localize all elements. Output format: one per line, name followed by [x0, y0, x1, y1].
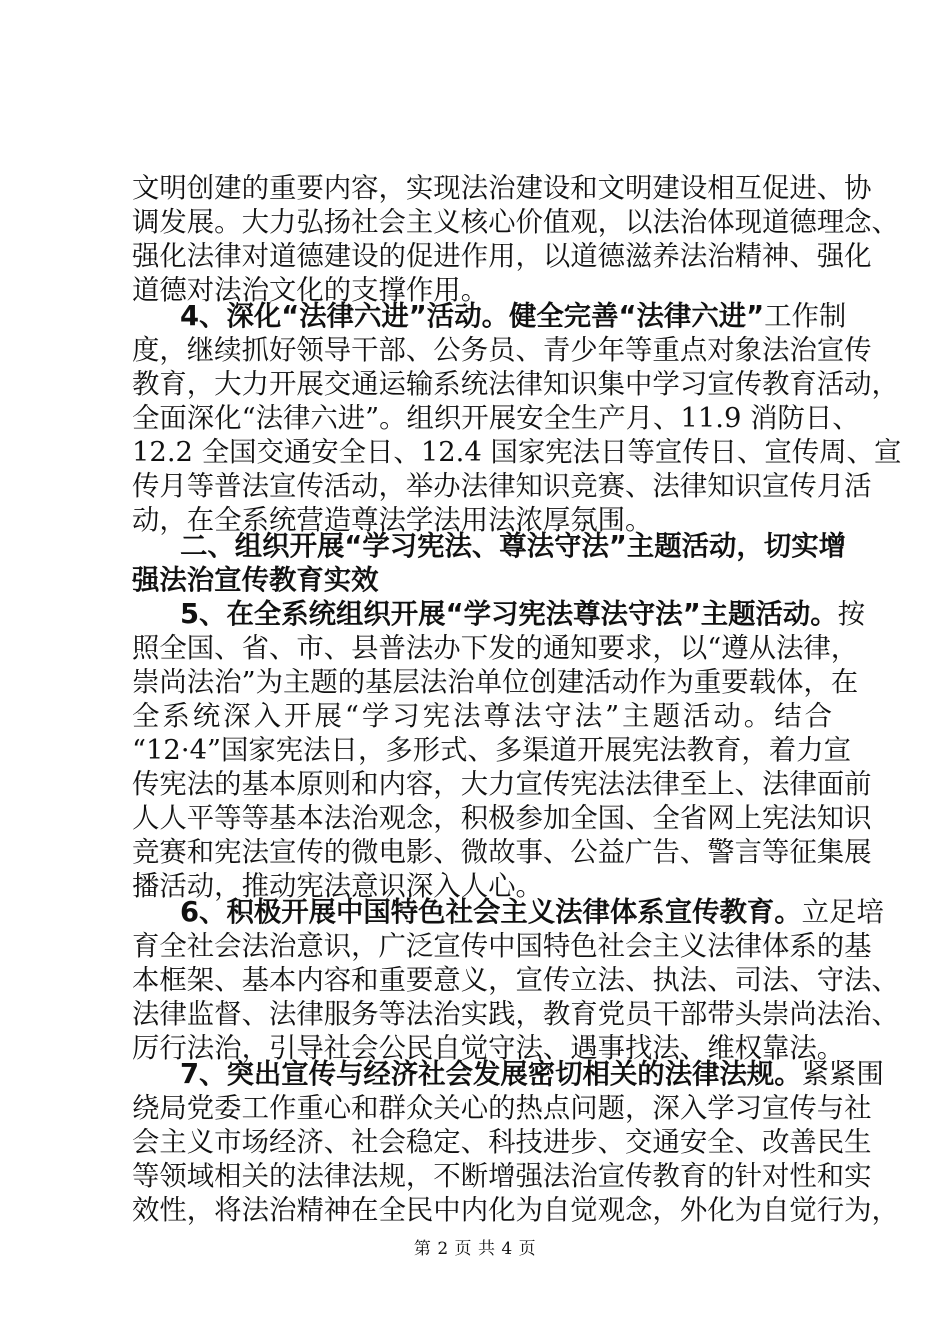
- section-heading: 二、组织开展“学习宪法、尊法守法”主题活动，切实增: [180, 531, 846, 562]
- section-heading: 强法治宣传教育实效: [132, 565, 379, 596]
- item-5-first-line: [180, 598, 866, 632]
- body-text-line: [132, 172, 872, 206]
- line-text: 播活动，推动宪法意识深入人心。: [132, 871, 543, 902]
- item-heading: 7、突出宣传与经济社会发展密切相关的法律法规。: [180, 1059, 802, 1090]
- line-text: 道德对法治文化的支撑作用。: [132, 275, 489, 306]
- body-text-line: [132, 836, 872, 870]
- body-text-line: [132, 768, 872, 802]
- body-text-line: [132, 1160, 872, 1194]
- line-text: 全系统深入开展“学习宪法尊法守法”主题活动。结合: [132, 701, 832, 732]
- line-text: 会主义市场经济、社会稳定、科技进步、交通安全、改善民生: [132, 1127, 872, 1158]
- item-4-first-line: [180, 300, 847, 334]
- body-text-line: [132, 1126, 872, 1160]
- line-text: 效性，将法治精神在全民中内化为自觉观念，外化为自觉行为，: [132, 1195, 899, 1226]
- line-text: 绕局党委工作重心和群众关心的热点问题，深入学习宣传与社: [132, 1093, 872, 1124]
- line-text: 12.2 全国交通安全日、12.4 国家宪法日等宣传日、宣传周、宣: [132, 437, 902, 468]
- body-text-line: [132, 206, 899, 240]
- body-text-line: [132, 964, 899, 998]
- line-text: 等领域相关的法律法规，不断增强法治宣传教育的针对性和实: [132, 1161, 872, 1192]
- item-heading: 6、积极开展中国特色社会主义法律体系宣传教育。: [180, 897, 802, 928]
- line-text: 全面深化“法律六进”。组织开展安全生产月、11.9 消防日、: [132, 403, 860, 434]
- line-text: 法律监督、法律服务等法治实践，教育党员干部带头崇尚法治、: [132, 999, 899, 1030]
- body-text-line: [132, 436, 902, 470]
- line-text: 育全社会法治意识，广泛宣传中国特色社会主义法律体系的基: [132, 931, 872, 962]
- body-text-line: [132, 734, 851, 768]
- line-text: 度，继续抓好领导干部、公务员、青少年等重点对象法治宣传: [132, 335, 872, 366]
- body-text-line: [132, 240, 872, 274]
- line-text: 动，在全系统营造尊法学法用法浓厚氛围。: [132, 505, 653, 536]
- item-heading: 5、在全系统组织开展“学习宪法尊法守法”主题活动。: [180, 599, 838, 630]
- line-text: 紧紧围: [801, 1059, 884, 1090]
- body-text-line: [132, 632, 859, 666]
- item-heading: 4、深化“法律六进”活动。健全完善“法律六进”: [180, 301, 765, 332]
- body-text-line: [132, 700, 832, 734]
- line-text: 照全国、省、市、县普法办下发的通知要求，以“遵从法律，: [132, 633, 859, 664]
- body-text-line: [132, 402, 860, 436]
- section-two-heading: [180, 530, 846, 564]
- line-text: 强化法律对道德建设的促进作用，以道德滋养法治精神、强化: [132, 241, 872, 272]
- body-text-line: [132, 930, 872, 964]
- body-text-line: [132, 368, 899, 402]
- body-text-line: [132, 1194, 899, 1228]
- line-text: 按: [837, 599, 866, 630]
- page-number-footer: 第 2 页 共 4 页: [413, 1239, 537, 1259]
- body-text-line: [132, 1092, 872, 1126]
- line-text: 本框架、基本内容和重要意义，宣传立法、执法、司法、守法、: [132, 965, 899, 996]
- line-text: 人人平等等基本法治观念，积极参加全国、全省网上宪法知识: [132, 803, 872, 834]
- line-text: “12·4”国家宪法日，多形式、多渠道开展宪法教育，着力宣: [132, 735, 851, 766]
- line-text: 传宪法的基本原则和内容，大力宣传宪法法律至上、法律面前: [132, 769, 872, 800]
- line-text: 调发展。大力弘扬社会主义核心价值观，以法治体现道德理念、: [132, 207, 899, 238]
- body-text-line: [132, 666, 859, 700]
- line-text: 崇尚法治”为主题的基层法治单位创建活动作为重要载体，在: [132, 667, 859, 698]
- body-text-line: [132, 334, 872, 368]
- line-text: 教育，大力开展交通运输系统法律知识集中学习宣传教育活动，: [132, 369, 899, 400]
- line-text: 厉行法治，引导社会公民自觉守法、遇事找法、维权靠法。: [132, 1033, 845, 1064]
- body-text-line: [132, 998, 899, 1032]
- line-text: 竞赛和宪法宣传的微电影、微故事、公益广告、警言等征集展: [132, 837, 872, 868]
- body-text-line: [132, 802, 872, 836]
- body-text-line: [132, 470, 872, 504]
- line-text: 立足培: [801, 897, 884, 928]
- item-7-first-line: [180, 1058, 884, 1092]
- section-two-heading-continuation: [132, 564, 832, 598]
- line-text: 工作制: [764, 301, 847, 332]
- item-6-first-line: [180, 896, 884, 930]
- line-text: 文明创建的重要内容，实现法治建设和文明建设相互促进、协: [132, 173, 872, 204]
- line-text: 传月等普法宣传活动，举办法律知识竞赛、法律知识宣传月活: [132, 471, 872, 502]
